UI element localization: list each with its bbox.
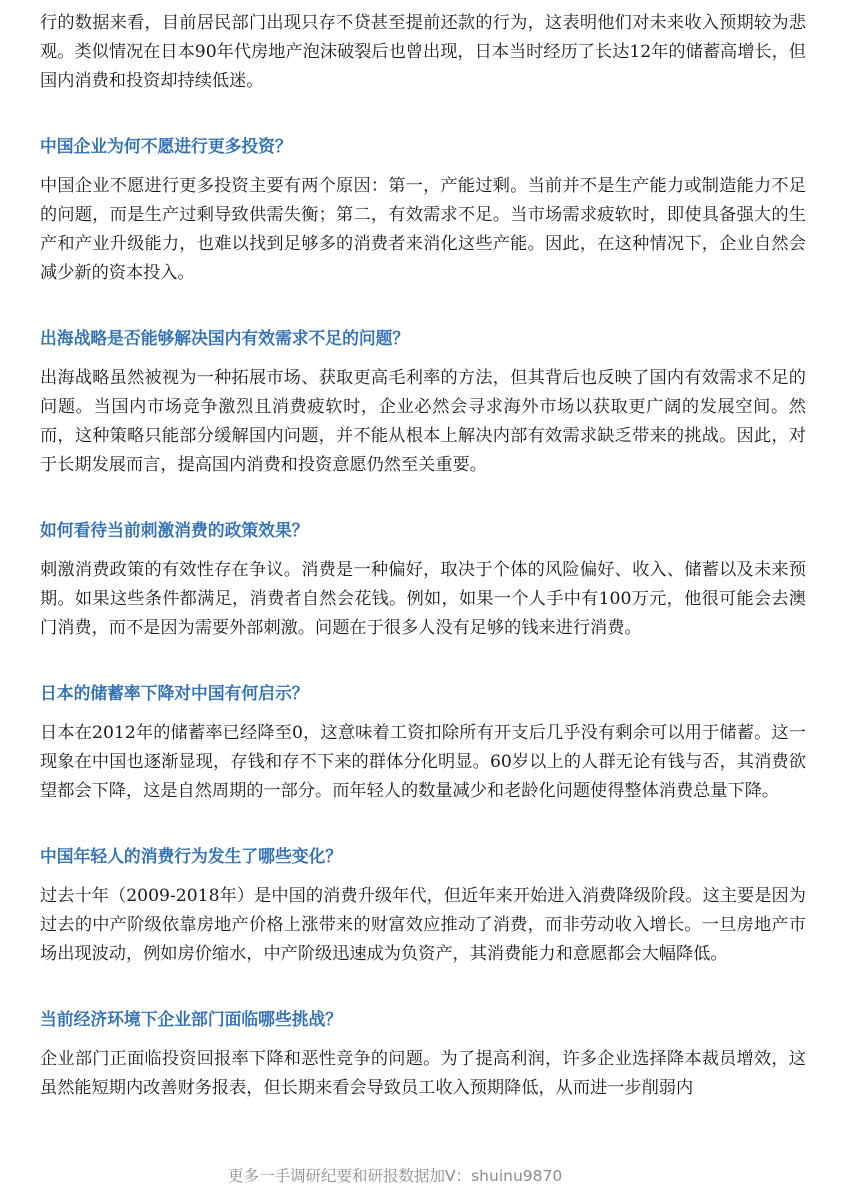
section-body: 刺激消费政策的有效性存在争议。消费是一种偏好，取决于个体的风险偏好、收入、储蓄以及未来预期。如果这些条件都满足，消费者自然会花钱。例如，如果一个人手中有100万元，他很可能会去澳门消费，而不是因为需要外部刺激。问题在于很多人没有足够的钱来进行消费。 (40, 560, 806, 638)
section-body: 中国企业不愿进行更多投资主要有两个原因：第一，产能过剩。当前并不是生产能力或制造能力不足的问题，而是生产过剩导致供需失衡；第二，有效需求不足。当市场需求疲软时，即使具备强大的生产和产业升级能力，也难以找到足够多的消费者来消化这些产能。因此，在这种情况下，企业自然会减少新的资本投入。 (40, 176, 806, 283)
intro-paragraph: 行的数据来看，目前居民部门出现只存不贷甚至提前还款的行为，这表明他们对未来收入预期较为悲观。类似情况在日本90年代房地产泡沫破裂后也曾出现，日本当时经历了长达12年的储蓄高增长，但国内消费和投资却持续低迷。 (40, 13, 806, 91)
section-japan-savings (40, 681, 806, 806)
section-corporate-investment (40, 134, 806, 288)
section-overseas-strategy (40, 326, 806, 480)
document-page (40, 0, 806, 1103)
section-body: 企业部门正面临投资回报率下降和恶性竞争的问题。为了提高利润，许多企业选择降本裁员增效，这虽然能短期内改善财务报表，但长期来看会导致员工收入预期降低，从而进一步削弱内 (40, 1049, 806, 1098)
section-heading: 中国企业为何不愿进行更多投资？ (40, 136, 292, 156)
section-corporate-challenges (40, 1007, 806, 1103)
section-body: 出海战略虽然被视为一种拓展市场、获取更高毛利率的方法，但其背后也反映了国内有效需求不足的问题。当国内市场竞争激烈且消费疲软时，企业必然会寻求海外市场以获取更广阔的发展空间。然而，这种策略只能部分缓解国内问题，并不能从根本上解决内部有效需求缺乏带来的挑战。因此，对于长期发展而言，提高国内消费和投资意愿仍然至关重要。 (40, 368, 806, 475)
section-heading: 出海战略是否能够解决国内有效需求不足的问题？ (40, 328, 410, 348)
footer-watermark: 更多一手调研纪要和研报数据加V：shuinu9870 (228, 1167, 563, 1185)
section-body: 过去十年（2009-2018年）是中国的消费升级年代，但近年来开始进入消费降级阶段。这主要是因为过去的中产阶级依靠房地产价格上涨带来的财富效应推动了消费，而非劳动收入增长。一旦房地产市场出现波动，例如房价缩水，中产阶级迅速成为负资产，其消费能力和意愿都会大幅降低。 (40, 886, 806, 964)
section-heading: 日本的储蓄率下降对中国有何启示？ (40, 683, 309, 703)
section-consumption-stimulus (40, 518, 806, 643)
section-heading: 如何看待当前刺激消费的政策效果？ (40, 520, 309, 540)
section-body: 日本在2012年的储蓄率已经降至0，这意味着工资扣除所有开支后几乎没有剩余可以用于储蓄。这一现象在中国也逐渐显现，存钱和存不下来的群体分化明显。60岁以上的人群无论有钱与否，其消费欲望都会下降，这是自然周期的一部分。而年轻人的数量减少和老龄化问题使得整体消费总量下降。 (40, 723, 806, 801)
section-heading: 中国年轻人的消费行为发生了哪些变化？ (40, 846, 343, 866)
section-heading: 当前经济环境下企业部门面临哪些挑战？ (40, 1009, 343, 1029)
section-youth-consumption (40, 844, 806, 969)
